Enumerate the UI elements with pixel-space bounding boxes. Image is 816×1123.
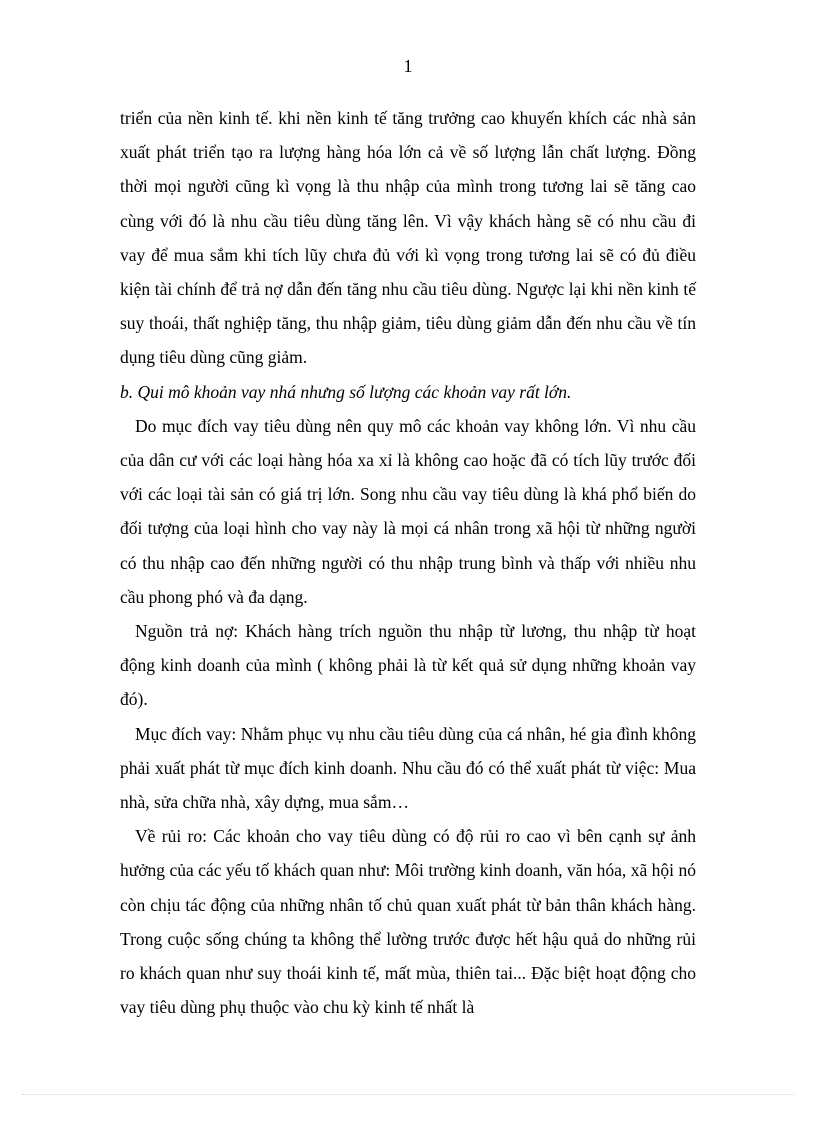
paragraph-repayment-source: Nguồn trả nợ: Khách hàng trích nguồn thu nhập từ lương, thu nhập từ hoạt động kinh doanh của mình ( không phải là từ kết quả sử dụng những khoản vay đó). <box>120 621 696 710</box>
document-body <box>120 101 696 1024</box>
paragraph-loan-scale: Do mục đích vay tiêu dùng nên quy mô các khoản vay không lớn. Vì nhu cầu của dân cư với các loại hàng hóa xa xỉ là không cao hoặc đã có tích lũy trước đối với các loại tài sản có giá trị lớn. Song nhu cầu vay tiêu dùng là khá phổ biến do đối tượng của loại hình cho vay này là mọi cá nhân trong xã hội từ những người có thu nhập cao đến những người có thu nhập trung bình và thấp với nhiều nhu cầu phong phó và đa dạng. <box>120 415 696 607</box>
page-number: 1 <box>403 56 413 76</box>
section-heading-b: b. Qui mô khoản vay nhá nhưng số lượng các khoản vay rất lớn. <box>120 381 572 402</box>
paragraph-loan-purpose: Mục đích vay: Nhằm phục vụ nhu cầu tiêu dùng của cá nhân, hé gia đình không phải xuất phát từ mục đích kinh doanh. Nhu cầu đó có thể xuất phát từ việc: Mua nhà, sửa chữa nhà, xây dựng, mua sắm… <box>120 723 696 813</box>
page-bottom-divider <box>22 1094 794 1095</box>
paragraph-risk: Về rủi ro: Các khoản cho vay tiêu dùng có độ rủi ro cao vì bên cạnh sự ảnh hưởng của các yếu tố khách quan như: Môi trường kinh doanh, văn hóa, xã hội nó còn chịu tác động của những nhân tố chủ quan xuất phát từ bản thân khách hàng. Trong cuộc sống chúng ta không thể lường trước được hết hậu quả do những rủi ro khách quan như suy thoái kinh tế, mất mùa, thiên tai... Đặc biệt hoạt động cho vay tiêu dùng phụ thuộc vào chu kỳ kinh tế nhất là <box>120 826 696 1018</box>
paragraph-economic-cycle: triển của nền kinh tế. khi nền kinh tế tăng trưởng cao khuyến khích các nhà sản xuất phát triển tạo ra lượng hàng hóa lớn cả về số lượng lẫn chất lượng. Đồng thời mọi người cũng kì vọng là thu nhập của mình trong tương lai sẽ tăng cao cùng với đó là nhu cầu tiêu dùng tăng lên. Vì vậy khách hàng sẽ có nhu cầu đi vay để mua sắm khi tích lũy chưa đủ với kì vọng trong tương lai sẽ có đủ điều kiện tài chính để trả nợ dẫn đến tăng nhu cầu tiêu dùng. Ngược lại khi nền kinh tế suy thoái, thất nghiệp tăng, thu nhập giảm, tiêu dùng giảm dẫn đến nhu cầu về tín dụng tiêu dùng cũng giảm. <box>120 108 696 368</box>
